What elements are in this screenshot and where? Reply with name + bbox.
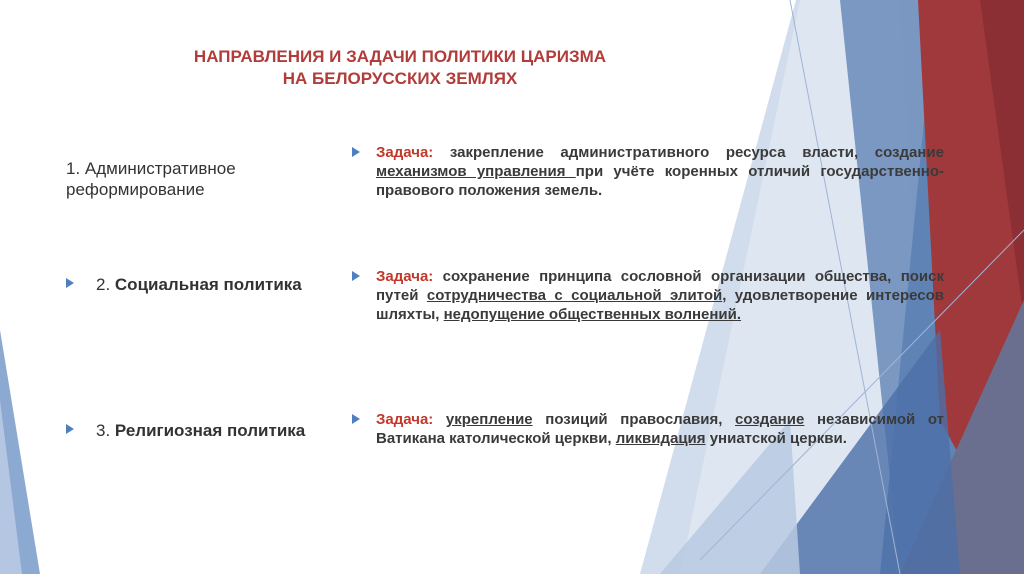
bullet-arrow-icon (66, 424, 74, 434)
task-text: , удовлетворение интересов шляхты, (376, 287, 944, 323)
task-label: Задача: (376, 144, 434, 161)
direction-item-social (66, 274, 306, 295)
task-text: униатской церкви. (705, 430, 847, 447)
direction-text (66, 420, 306, 441)
bullet-arrow-icon (352, 414, 360, 424)
bullet-arrow-icon (66, 278, 74, 288)
task-body (376, 267, 944, 324)
task-item-religious (352, 410, 944, 448)
title-line-2: НА БЕЛОРУССКИХ ЗЕМЛЯХ (282, 69, 518, 88)
task-text-underlined: недопущение общественных волнений. (443, 306, 742, 323)
direction-number: 3. (96, 421, 115, 440)
task-text: сохранение принципа сословной организации общества, поиск путей (376, 268, 944, 304)
task-text (433, 411, 446, 428)
task-text: при учёте коренных отличий государственно-правового положения земель. (376, 163, 945, 199)
task-text: закрепление административного ресурса власти, создание (433, 144, 944, 161)
task-text: независимой от Ватикана католической церкви, (376, 411, 945, 447)
task-text-underlined: укрепление (445, 411, 533, 428)
direction-label: Социальная политика (114, 275, 302, 294)
task-text-underlined: механизмов управления (376, 163, 576, 180)
bullet-arrow-icon (352, 271, 360, 281)
task-text-underlined: создание (735, 411, 805, 428)
task-text-underlined: сотрудничества с социальной элитой (426, 287, 723, 304)
slide-title (120, 46, 680, 90)
task-item-administrative (352, 143, 944, 200)
direction-item-administrative (66, 158, 306, 200)
task-label: Задача: (376, 268, 434, 285)
task-text: позиций православия, (532, 411, 736, 428)
direction-label: Религиозная политика (114, 421, 306, 440)
task-label: Задача: (376, 411, 434, 428)
task-item-social (352, 267, 944, 324)
task-text-underlined: ликвидация (615, 430, 706, 447)
direction-item-religious (66, 420, 306, 441)
task-body (376, 410, 944, 448)
direction-number: 2. (96, 275, 115, 294)
direction-text (66, 274, 306, 295)
title-line-1: НАПРАВЛЕНИЯ И ЗАДАЧИ ПОЛИТИКИ ЦАРИЗМА (193, 47, 607, 66)
task-body (376, 143, 944, 200)
direction-text: 1. Административное реформирование (66, 159, 236, 199)
bullet-arrow-icon (352, 147, 360, 157)
